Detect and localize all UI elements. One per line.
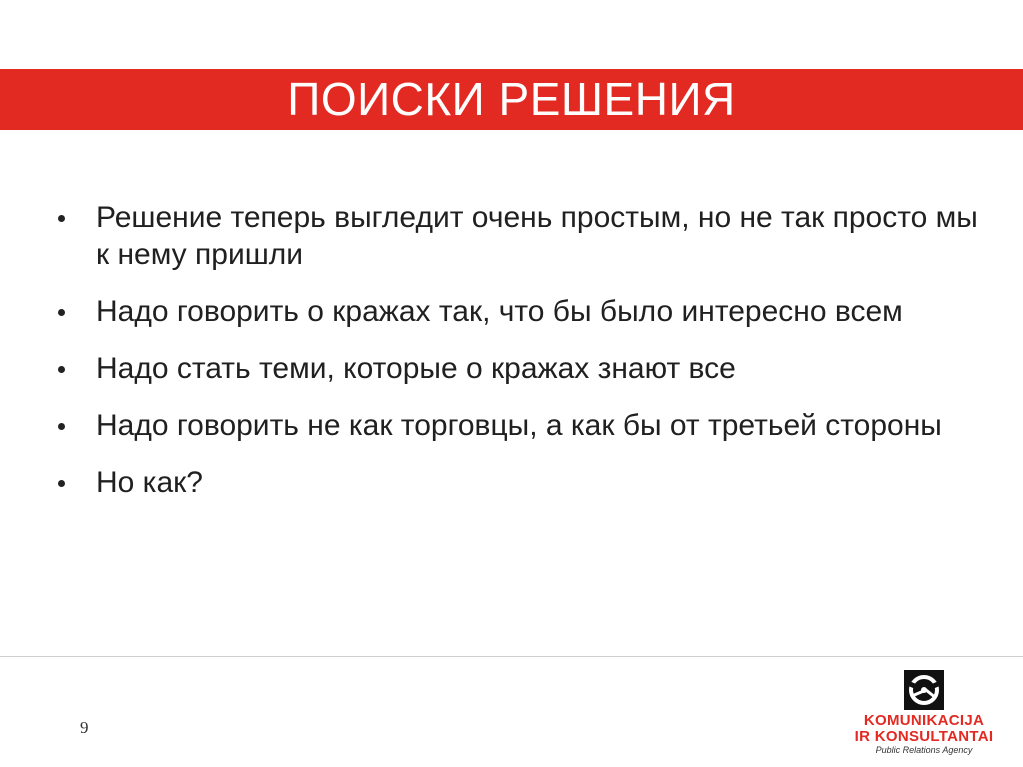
bullet-text: Надо говорить не как торговцы, а как бы от третьей стороны <box>96 409 942 442</box>
bullet-icon <box>58 309 65 316</box>
list-item <box>58 350 988 387</box>
bullet-list <box>58 199 988 521</box>
list-item <box>58 407 988 444</box>
list-item <box>58 199 988 273</box>
bullet-icon <box>58 423 65 430</box>
slide-title: ПОИСКИ РЕШЕНИЯ <box>287 73 736 125</box>
title-bar <box>0 69 1023 130</box>
company-logo-icon <box>904 670 944 710</box>
page-number: 9 <box>80 718 89 737</box>
bullet-text: Надо стать теми, которые о кражах знают все <box>96 352 736 385</box>
bullet-text: Но как? <box>96 466 203 499</box>
bullet-icon <box>58 215 65 222</box>
bullet-icon <box>58 480 65 487</box>
list-item <box>58 293 988 330</box>
logo-text-line1: KOMUNIKACIJA <box>863 712 985 729</box>
bullet-text: Решение теперь выгледит очень простым, но не так просто мы к нему пришли <box>96 201 978 271</box>
list-item <box>58 464 988 501</box>
footer-divider <box>0 656 1023 657</box>
bullet-icon <box>58 366 65 373</box>
logo-tagline: Public Relations Agency <box>875 745 973 755</box>
bullet-text: Надо говорить о кражах так, что бы было интересно всем <box>96 295 903 328</box>
company-logo <box>834 670 1014 760</box>
logo-text-line2: IR KONSULTANTAI <box>854 728 994 745</box>
